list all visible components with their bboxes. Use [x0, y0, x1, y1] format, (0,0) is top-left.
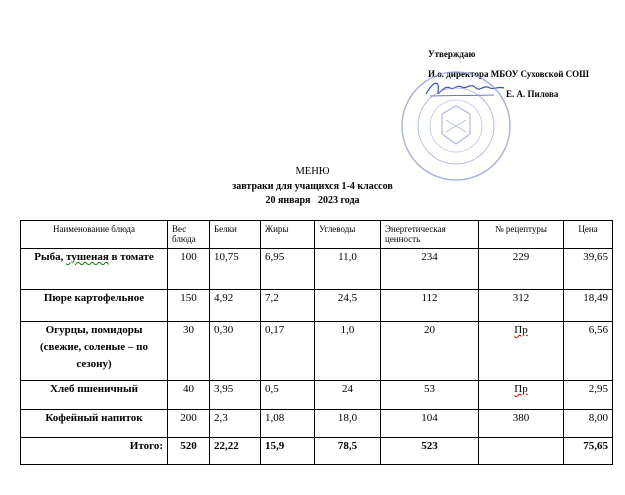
- weight-cell: 30: [168, 322, 210, 381]
- carbs-cell: 24: [315, 381, 381, 410]
- menu-subtitle: завтраки для учащихся 1-4 классов: [232, 181, 393, 192]
- protein-cell: 3,95: [210, 381, 261, 410]
- table-row: [21, 249, 613, 290]
- total-carbs: 78,5: [315, 438, 381, 465]
- dish-name: Кофейный напиток: [21, 410, 168, 438]
- total-recipe: [479, 438, 564, 465]
- dish-name: Рыба, тушеная в томате: [21, 249, 168, 290]
- carbs-cell: 24,5: [315, 290, 381, 322]
- recipe-cell: Пр: [479, 381, 564, 410]
- total-label: Итого:: [21, 438, 168, 465]
- fat-cell: 0,5: [261, 381, 315, 410]
- col-recipe: № рецептуры: [479, 221, 564, 249]
- protein-cell: 0,30: [210, 322, 261, 381]
- dish-name: Хлеб пшеничный: [21, 381, 168, 410]
- menu-title: МЕНЮ: [295, 166, 330, 177]
- price-cell: 2,95: [564, 381, 613, 410]
- price-cell: 8,00: [564, 410, 613, 438]
- menu-date: 20 января 2023 года: [265, 195, 360, 206]
- energy-cell: 234: [381, 249, 479, 290]
- table-row: [21, 381, 613, 410]
- carbs-cell: 1,0: [315, 322, 381, 381]
- recipe-cell: 312: [479, 290, 564, 322]
- col-fat: Жиры: [261, 221, 315, 249]
- total-energy: 523: [381, 438, 479, 465]
- table-row: [21, 410, 613, 438]
- fat-cell: 0,17: [261, 322, 315, 381]
- dish-name: Огурцы, помидоры (свежие, соленые – по сезону): [21, 322, 168, 381]
- weight-cell: 40: [168, 381, 210, 410]
- table-total-row: [21, 438, 613, 465]
- price-cell: 6,56: [564, 322, 613, 381]
- total-protein: 22,22: [210, 438, 261, 465]
- total-price: 75,65: [564, 438, 613, 465]
- col-carbs: Углеводы: [315, 221, 381, 249]
- fat-cell: 6,95: [261, 249, 315, 290]
- protein-cell: 2,3: [210, 410, 261, 438]
- table-row: [21, 322, 613, 381]
- recipe-cell: 380: [479, 410, 564, 438]
- carbs-cell: 11,0: [315, 249, 381, 290]
- approval-name: Е. А. Пилова: [506, 89, 559, 99]
- col-dish-name: Наименование блюда: [21, 221, 168, 249]
- total-weight: 520: [168, 438, 210, 465]
- energy-cell: 53: [381, 381, 479, 410]
- energy-cell: 20: [381, 322, 479, 381]
- recipe-cell: 229: [479, 249, 564, 290]
- col-weight: Вес блюда: [168, 221, 210, 249]
- carbs-cell: 18,0: [315, 410, 381, 438]
- total-fat: 15,9: [261, 438, 315, 465]
- col-price: Цена: [564, 221, 613, 249]
- weight-cell: 100: [168, 249, 210, 290]
- weight-cell: 200: [168, 410, 210, 438]
- fat-cell: 1,08: [261, 410, 315, 438]
- energy-cell: 112: [381, 290, 479, 322]
- table-row: [21, 290, 613, 322]
- weight-cell: 150: [168, 290, 210, 322]
- energy-cell: 104: [381, 410, 479, 438]
- dish-name: Пюре картофельное: [21, 290, 168, 322]
- fat-cell: 7,2: [261, 290, 315, 322]
- col-protein: Белки: [210, 221, 261, 249]
- col-energy: Энергетическая ценность: [381, 221, 479, 249]
- protein-cell: 10,75: [210, 249, 261, 290]
- approval-title: Утверждаю: [428, 49, 476, 59]
- table-header-row: [21, 221, 613, 249]
- protein-cell: 4,92: [210, 290, 261, 322]
- price-cell: 18,49: [564, 290, 613, 322]
- recipe-cell: Пр: [479, 322, 564, 381]
- menu-table: [20, 220, 613, 465]
- price-cell: 39,65: [564, 249, 613, 290]
- approval-position: И.о. директора МБОУ Суховской СОШ: [428, 69, 590, 79]
